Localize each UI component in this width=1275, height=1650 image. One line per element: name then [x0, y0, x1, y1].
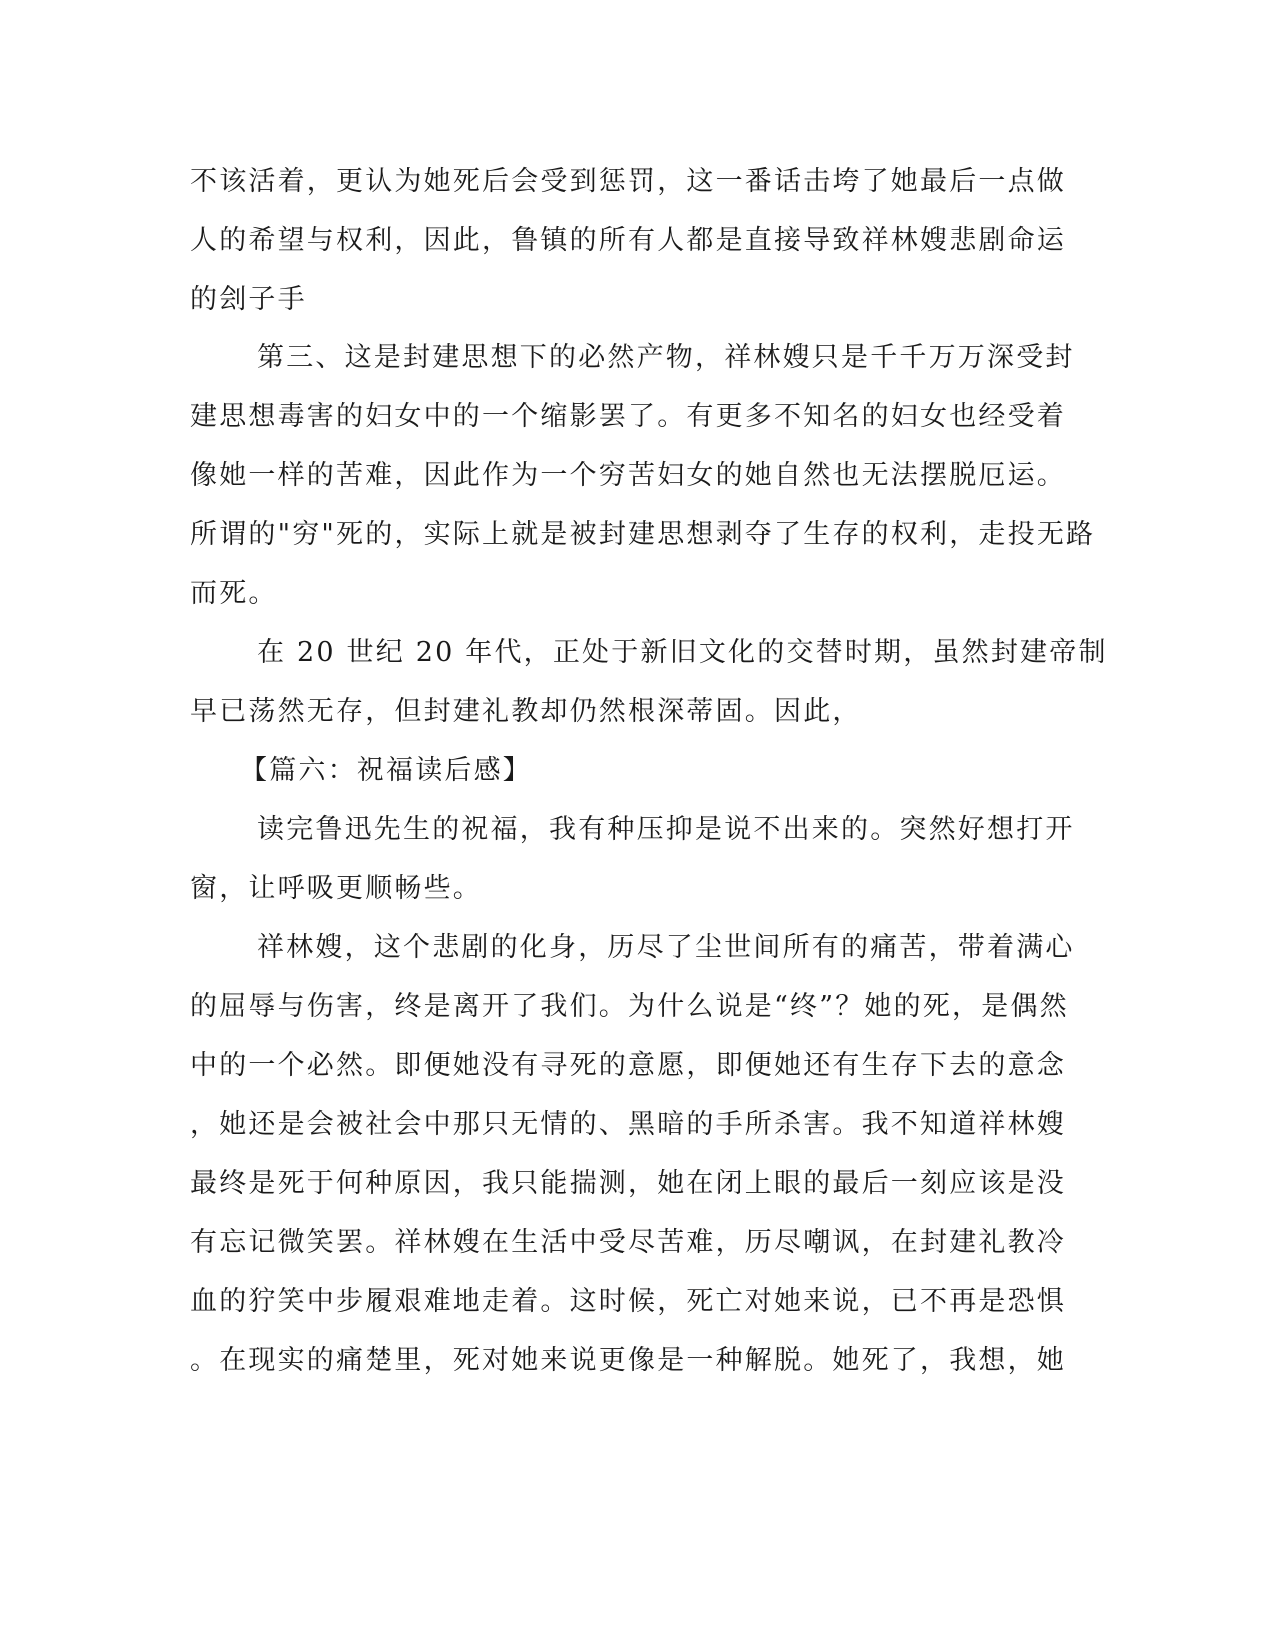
text-line: 。在现实的痛楚里，死对她来说更像是一种解脱。她死了，我想，她	[190, 1345, 1066, 1376]
text-line: 的屈辱与伤害，终是离开了我们。为什么说是“终”？她的死，是偶然	[190, 991, 1069, 1022]
text-line: 有忘记微笑罢。祥林嫂在生活中受尽苦难，历尽嘲讽，在封建礼教冷	[190, 1227, 1066, 1258]
text-line: 所谓的"穷"死的，实际上就是被封建思想剥夺了生存的权利，走投无路	[190, 519, 1096, 550]
text-line: 在 20 世纪 20 年代，正处于新旧文化的交替时期，虽然封建帝制	[257, 637, 1108, 668]
text-line: 人的希望与权利，因此，鲁镇的所有人都是直接导致祥林嫂悲剧命运	[190, 225, 1066, 256]
text-line: 而死。	[190, 578, 278, 609]
text-line: 的刽子手	[190, 284, 307, 315]
text-line: 早已荡然无存，但封建礼教却仍然根深蒂固。因此，	[190, 696, 862, 727]
text-line: 第三、这是封建思想下的必然产物，祥林嫂只是千千万万深受封	[257, 342, 1075, 373]
text-line: 祥林嫂，这个悲剧的化身，历尽了尘世间所有的痛苦，带着满心	[257, 932, 1075, 963]
text-line: ，她还是会被社会中那只无情的、黑暗的手所杀害。我不知道祥林嫂	[190, 1109, 1066, 1140]
text-line: 血的狞笑中步履艰难地走着。这时候，死亡对她来说，已不再是恐惧	[190, 1286, 1066, 1317]
text-line: 中的一个必然。即便她没有寻死的意愿，即便她还有生存下去的意念	[190, 1050, 1066, 1081]
text-line: 像她一样的苦难，因此作为一个穷苦妇女的她自然也无法摆脱厄运。	[190, 460, 1066, 491]
text-line: 建思想毒害的妇女中的一个缩影罢了。有更多不知名的妇女也经受着	[190, 401, 1066, 432]
text-line: 不该活着，更认为她死后会受到惩罚，这一番话击垮了她最后一点做	[190, 166, 1066, 197]
text-line: 最终是死于何种原因，我只能揣测，她在闭上眼的最后一刻应该是没	[190, 1168, 1066, 1199]
section-heading: 【篇六：祝福读后感】	[240, 755, 532, 786]
text-line: 窗，让呼吸更顺畅些。	[190, 873, 482, 904]
text-line: 读完鲁迅先生的祝福，我有种压抑是说不出来的。突然好想打开	[257, 814, 1075, 845]
